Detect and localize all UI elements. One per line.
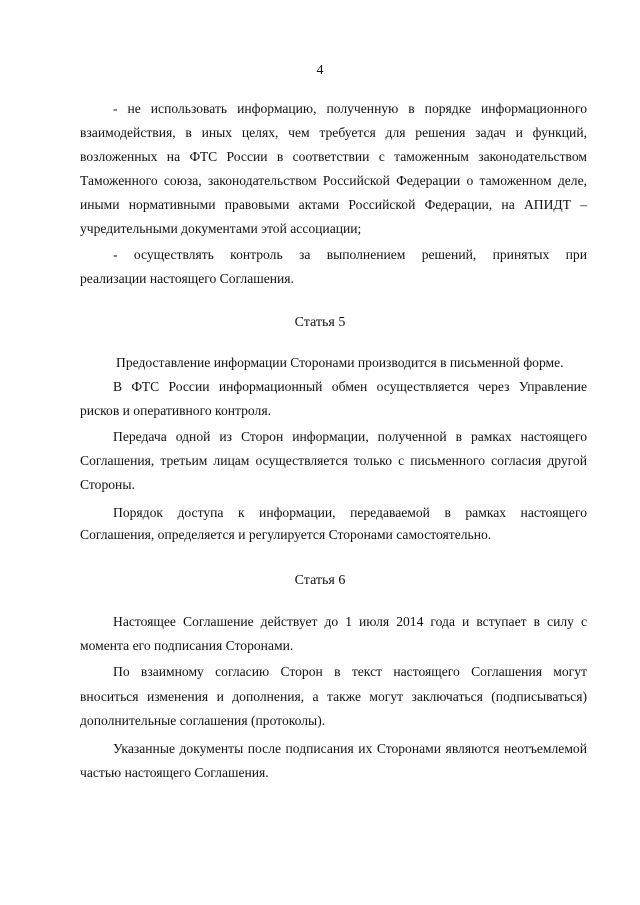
article-5-paragraph-2-line-2: рисков и оперативного контроля. [80,403,271,418]
article-6-paragraph-1-line-2: момента его подписания Сторонами. [80,638,294,653]
bullet-2-line-1: - осуществлять контроль за выполнением решений, принятых при [113,247,587,262]
bullet-1-line-5: иными нормативными правовыми актами Российской Федерации, на АПИДТ – [80,197,587,212]
article-5-paragraph-3-line-2: Соглашения, третьим лицам осуществляется только с письменного согласия другой [80,453,587,468]
article-5-paragraph-4-line-2: Соглашения, определяется и регулируется Сторонами самостоятельно. [80,527,492,542]
article-6-paragraph-2-line-1: По взаимному согласию Сторон в текст настоящего Соглашения могут [113,664,587,679]
article-6-paragraph-3-line-1: Указанные документы после подписания их Сторонами являются неотъемлемой [113,741,587,756]
article-5-paragraph-3-line-1: Передача одной из Сторон информации, полученной в рамках настоящего [113,429,587,444]
article-6-paragraph-2-line-2: вноситься изменения и дополнения, а также могут заключаться (подписываться) [80,689,587,704]
article-6-paragraph-1-line-1: Настоящее Соглашение действует до 1 июля 2014 года и вступает в силу с [113,614,587,629]
article-5-paragraph-1: Предоставление информации Сторонами производится в письменной форме. [116,355,564,370]
bullet-1-line-4: Таможенного союза, законодательством Российской Федерации о таможенном деле, [80,173,587,188]
bullet-1-line-2: взаимодействия, в иных целях, чем требуется для решения задач и функций, [80,125,587,140]
article-5-paragraph-3-line-3: Стороны. [80,477,135,492]
page-number: 4 [316,63,324,78]
article-5-paragraph-2-line-1: В ФТС России информационный обмен осуществляется через Управление [113,379,587,394]
article-5-heading: Статья 5 [294,315,346,330]
article-6-paragraph-3-line-2: частью настоящего Соглашения. [80,765,269,780]
bullet-1-line-6: учредительными документами этой ассоциации; [80,221,362,236]
article-6-paragraph-2-line-3: дополнительные соглашения (протоколы). [80,713,326,728]
bullet-2-line-2: реализации настоящего Соглашения. [80,271,294,286]
bullet-1-line-3: возложенных на ФТС России в соответствии с таможенным законодательством [80,149,587,164]
article-5-paragraph-4-line-1: Порядок доступа к информации, передаваемой в рамках настоящего [113,505,587,520]
article-6-heading: Статья 6 [294,573,346,588]
bullet-1-line-1: - не использовать информацию, полученную в порядке информационного [113,101,587,116]
